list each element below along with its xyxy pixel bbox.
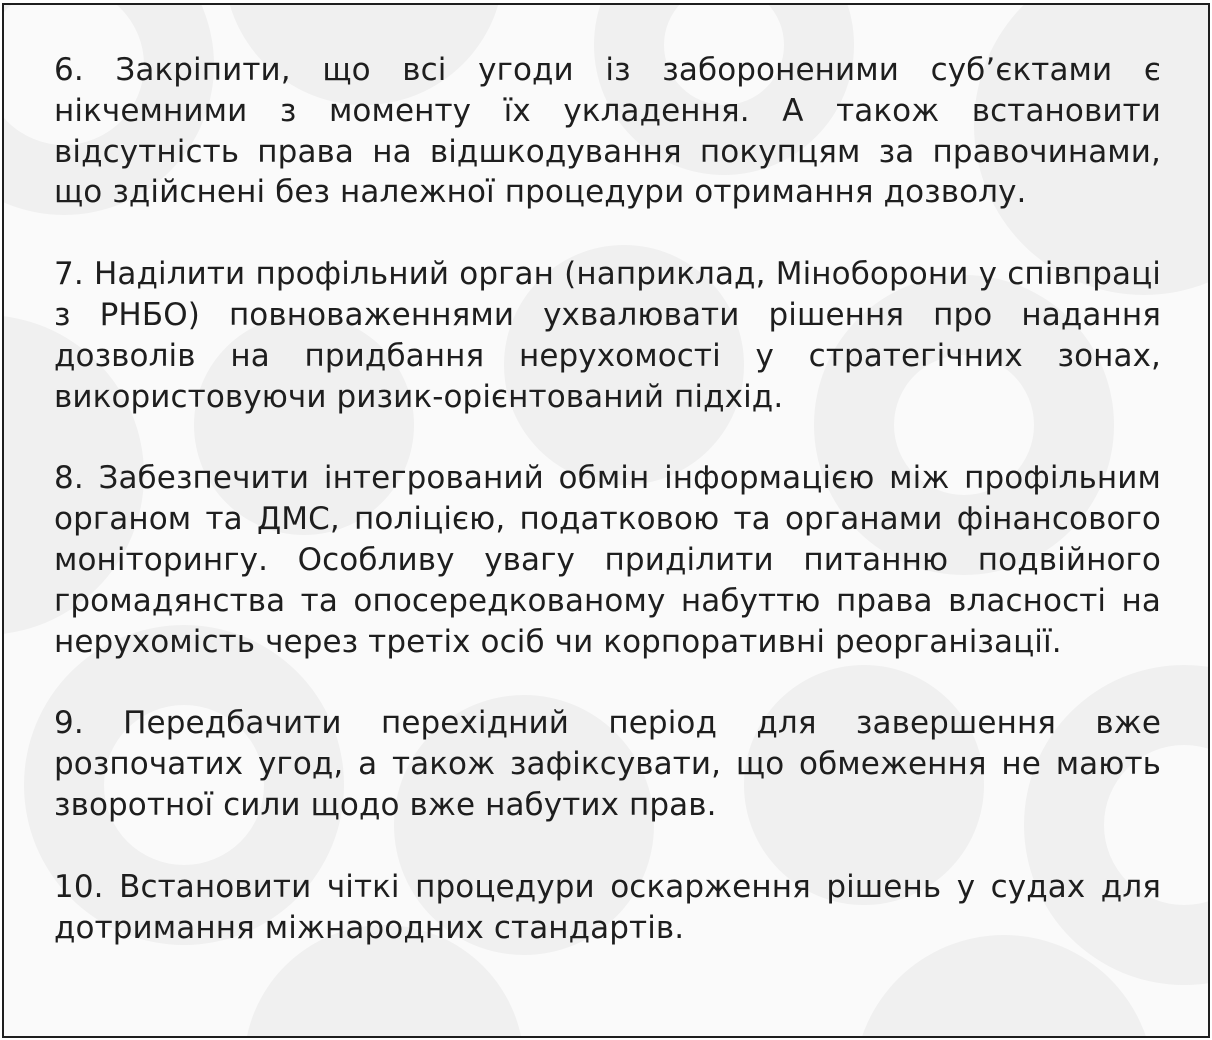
recommendation-10: 10. Встановити чіткі процедури оскарження рішень у судах для дотримання міжнародних стандартів. [54, 868, 1161, 946]
recommendation-9: 9. Передбачити перехідний період для завершення вже розпочатих угод, а також зафіксувати, що обмеження не мають зворотної сили щодо вже набутих прав. [54, 705, 1161, 823]
document-frame [2, 3, 1210, 1038]
recommendations-list [54, 50, 1161, 948]
recommendation-6: 6. Закріпити, що всі угоди із забороненими суб’єктами є нікчемними з моменту їх укладення. А також встановити відсутність права на відшкодування покупцям за правочинами, що здійснені без належної процедури отримання дозволу. [54, 52, 1161, 211]
recommendation-8: 8. Забезпечити інтегрований обмін інформацією між профільним органом та ДМС, поліцією, податковою та органами фінансового моніторингу. Особливу увагу приділити питанню подвійного громадянства та опосередкованому набуттю права власності на нерухомість через третіх осіб чи корпоративні реорганізації. [54, 460, 1161, 660]
recommendation-7: 7. Наділити профільний орган (наприклад, Міноборони у співпраці з РНБО) повноваженнями ухвалювати рішення про надання дозволів на придбання нерухомості у стратегічних зонах, використовуючи ризик-орієнтований підхід. [54, 256, 1161, 415]
